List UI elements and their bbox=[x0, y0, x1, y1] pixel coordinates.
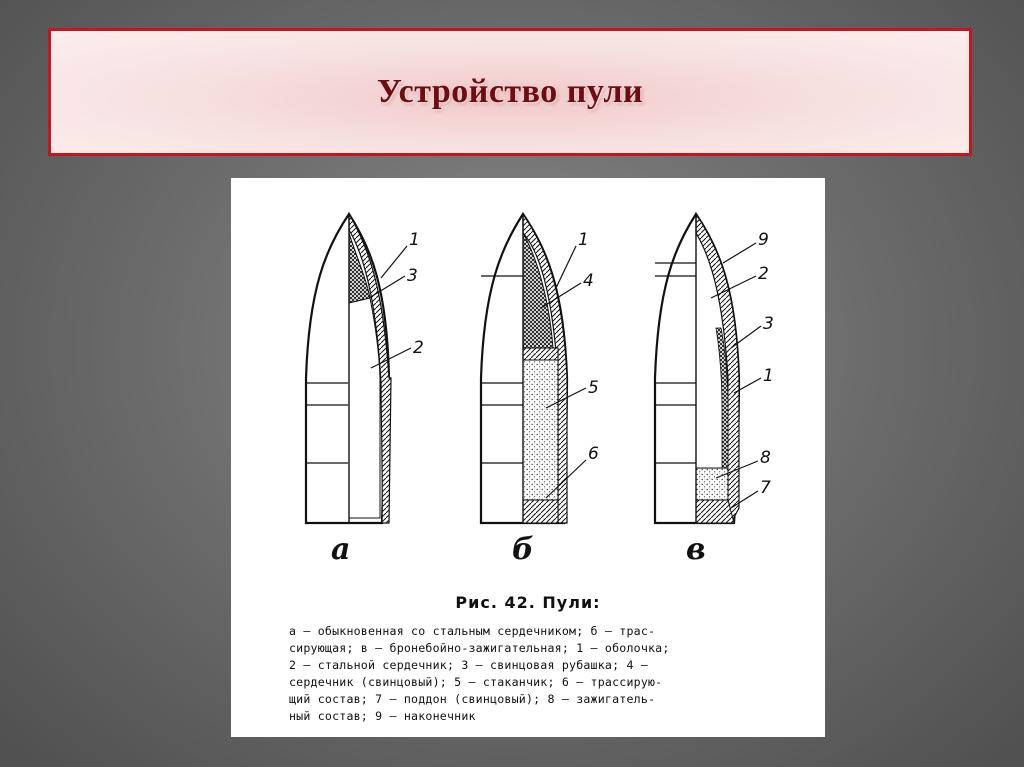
caption-line: сирующая; в — бронебойно-зажигательная; 1 — оболочка; bbox=[289, 641, 670, 655]
caption-line: а — обыкновенная со стальным сердечником; б — трас- bbox=[289, 624, 656, 638]
bullet-a bbox=[306, 214, 391, 523]
bullet-label-a: а bbox=[331, 532, 351, 567]
caption-title: Рис. 42. Пули: bbox=[455, 593, 601, 612]
part-number: 6 bbox=[588, 444, 599, 464]
caption-line: ный состав; 9 — наконечник bbox=[289, 709, 476, 723]
part-number: 4 bbox=[583, 271, 594, 291]
part-number: 3 bbox=[407, 266, 418, 286]
bullet-label-c: в bbox=[686, 532, 706, 567]
part-number: 9 bbox=[758, 230, 769, 250]
part-number: 1 bbox=[763, 366, 774, 386]
bullet-label-b: б bbox=[512, 532, 534, 567]
bullet-figure bbox=[231, 178, 825, 737]
part-number: 8 bbox=[760, 448, 771, 468]
part-number: 1 bbox=[409, 230, 420, 250]
part-number: 5 bbox=[588, 378, 599, 398]
part-number: 1 bbox=[578, 230, 589, 250]
part-number: 7 bbox=[760, 478, 771, 498]
part-number: 2 bbox=[758, 264, 769, 284]
slide-title: Устройство пули bbox=[376, 73, 644, 110]
caption-line: сердечник (свинцовый); 5 — стаканчик; 6 — трассирую- bbox=[289, 675, 663, 689]
part-number: 3 bbox=[763, 314, 774, 334]
bullet-b bbox=[481, 214, 567, 523]
bullets-drawing bbox=[231, 178, 825, 588]
part-number: 2 bbox=[413, 338, 424, 358]
caption-line: щий состав; 7 — поддон (свинцовый); 8 — зажигатель- bbox=[289, 692, 656, 706]
title-banner bbox=[48, 28, 972, 156]
caption-line: 2 — стальной сердечник; 3 — свинцовая рубашка; 4 — bbox=[289, 658, 649, 672]
